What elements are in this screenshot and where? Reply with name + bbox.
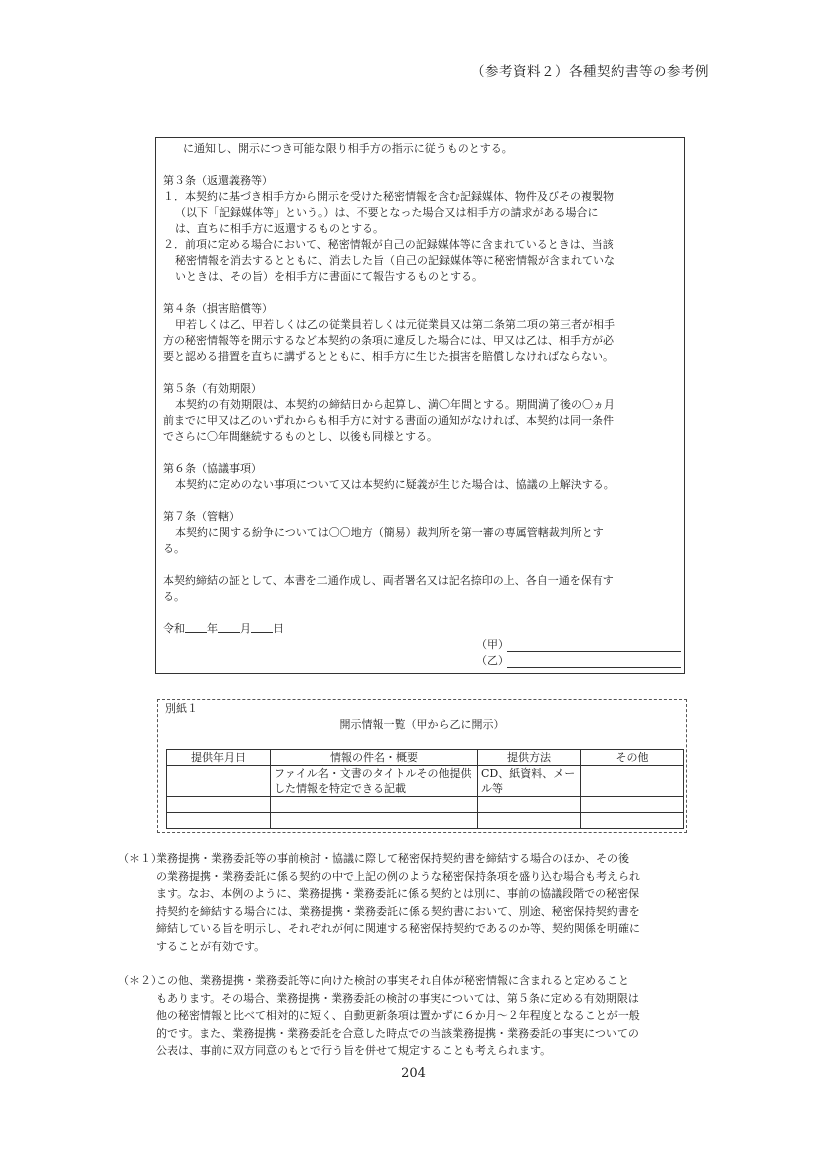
footnote-line: 締結している旨を明示し、それぞれが何に関連する秘密保持契約であるのか等、契約関係を明確に xyxy=(156,922,640,935)
signature-line-b xyxy=(163,653,678,669)
date-day: 日 xyxy=(273,622,284,635)
header-date: 提供年月日 xyxy=(167,750,271,766)
contract-line: る。 xyxy=(163,542,185,555)
header-method: 提供方法 xyxy=(478,750,581,766)
footnote-text xyxy=(156,850,710,955)
party-a-label: （甲） xyxy=(476,638,509,651)
footnote-line: 持契約を締結する場合には、業務提携・業務委託に係る契約書において、別途、秘密保持契約書を xyxy=(156,904,640,918)
page-header: （参考資料２）各種契約書等の参考例 xyxy=(471,64,709,80)
contract-line: 第４条（損害賠償等） xyxy=(163,302,273,315)
footnotes xyxy=(118,850,710,1077)
footnote-line: もあります。その場合、業務提携・業務委託の検討の事実については、第５条に定める有効期限は xyxy=(156,991,639,1005)
table-cell xyxy=(581,766,684,797)
contract-line: 方の秘密情報等を開示するなど本契約の条項に違反した場合には、甲又は乙は、相手方が必 xyxy=(163,334,614,347)
contract-line: 甲若しくは乙、甲若しくは乙の従業員若しくは元従業員又は第二条第二項の第三者が相手 xyxy=(175,318,615,331)
table-cell xyxy=(581,813,684,829)
attachment-title: 開示情報一覧（甲から乙に開示） xyxy=(339,718,505,731)
table-header-row xyxy=(167,750,684,766)
table-cell xyxy=(271,797,478,813)
table-cell xyxy=(478,813,581,829)
table-row xyxy=(167,766,684,797)
signature-line-a xyxy=(163,637,678,653)
party-b-signature-field xyxy=(507,667,681,668)
contract-line: 秘密情報を消去するとともに、消去した旨（自己の記録媒体等に秘密情報が含まれていな xyxy=(175,254,615,267)
table-cell xyxy=(271,813,478,829)
contract-line: 本契約の有効期限は、本契約の締結日から起算し、満〇年間とする。期間満了後の〇ヵ月 xyxy=(175,398,615,411)
attachment-box xyxy=(157,699,687,833)
table-cell xyxy=(167,766,271,797)
date-era: 令和 xyxy=(163,622,185,635)
table-cell xyxy=(167,813,271,829)
contract-line: でさらに〇年間継続するものとし、以後も同様とする。 xyxy=(163,430,438,443)
contract-line: 本契約締結の証として、本書を二通作成し、両者署名又は記名捺印の上、各自一通を保有す xyxy=(163,574,614,587)
contract-line: 第３条（返還義務等） xyxy=(163,174,273,187)
contract-body xyxy=(163,141,678,621)
contract-line: いときは、その旨）を相手方に書面にて報告するものとする。 xyxy=(175,270,483,283)
contract-line: 第６条（協議事項） xyxy=(163,462,262,475)
footnote-line: 業務提携・業務委託等の事前検討・協議に際して秘密保持契約書を締結する場合のほか、その後 xyxy=(156,852,629,865)
contract-line: １．本契約に基づき相手方から開示を受けた秘密情報を含む記録媒体、物件及びその複製物 xyxy=(163,190,614,203)
contract-line: ２．前項に定める場合において、秘密情報が自己の記録媒体等に含まれているときは、当該 xyxy=(163,238,614,251)
paragraph-gap xyxy=(163,605,678,621)
footnote-text xyxy=(156,972,710,1060)
footnote-line: この他、業務提携・業務委託等に向けた検討の事実それ自体が秘密情報に含まれると定めること xyxy=(156,974,629,987)
header-other: その他 xyxy=(581,750,684,766)
contract-line: （以下「記録媒体等」という。）は、不要となった場合又は相手方の請求がある場合に xyxy=(175,206,599,219)
paragraph-gap xyxy=(163,365,678,381)
header-subject: 情報の件名・概要 xyxy=(271,750,478,766)
year-blank xyxy=(185,621,207,633)
contract-date-line xyxy=(163,621,678,637)
month-blank xyxy=(218,621,240,633)
date-month: 月 xyxy=(240,622,251,635)
date-year: 年 xyxy=(207,622,218,635)
table-cell xyxy=(478,797,581,813)
footnote-1 xyxy=(118,850,710,955)
table-cell xyxy=(167,797,271,813)
contract-line: 本契約に関する紛争については〇〇地方（簡易）裁判所を第一審の専属管轄裁判所とす xyxy=(175,526,604,539)
footnote-line: 他の秘密情報と比べて相対的に短く、自動更新条項は置かずに６か月～２年程度となることが一般 xyxy=(156,1009,640,1022)
table-row xyxy=(167,813,684,829)
contract-line: 本契約に定めのない事項について又は本契約に疑義が生じた場合は、協議の上解決する。 xyxy=(175,478,615,491)
contract-line: 第５条（有効期限） xyxy=(163,382,262,395)
footnote-line: ます。なお、本例のように、業務提携・業務委託に係る契約とは別に、事前の協議段階での秘密保 xyxy=(156,887,640,900)
table-cell xyxy=(581,797,684,813)
party-a-signature-field xyxy=(507,651,681,652)
contract-line: 第７条（管轄） xyxy=(163,510,240,523)
attachment-label: 別紙１ xyxy=(165,702,198,715)
table-cell: CD、紙資料、メール等 xyxy=(478,766,581,797)
day-blank xyxy=(251,621,273,633)
paragraph-gap xyxy=(163,557,678,573)
contract-line: に通知し、開示につき可能な限り相手方の指示に従うものとする。 xyxy=(183,142,513,155)
contract-line: 要と認める措置を直ちに講ずるとともに、相手方に生じた損害を賠償しなければならない。 xyxy=(163,350,614,363)
paragraph-gap xyxy=(163,285,678,301)
paragraph-gap xyxy=(163,157,678,173)
footnote-line: の業務提携・業務委託に係る契約の中で上記の例のような秘密保持条項を盛り込む場合も考えられ xyxy=(156,869,640,883)
footnote-2 xyxy=(118,972,710,1060)
footnote-mark: （＊２） xyxy=(118,974,162,987)
party-b-label: （乙） xyxy=(476,654,509,667)
footnote-line: 公表は、事前に双方同意のもとで行う旨を併せて規定することも考えられます。 xyxy=(156,1044,552,1057)
page-number: 204 xyxy=(401,1066,426,1081)
footnote-line: することが有効です。 xyxy=(156,939,266,953)
footnote-mark: （＊１） xyxy=(118,852,162,865)
table-cell: ファイル名・文書のタイトルその他提供した情報を特定できる記載 xyxy=(271,766,478,797)
contract-line: は、直ちに相手方に返還するものとする。 xyxy=(175,222,384,235)
paragraph-gap xyxy=(163,445,678,461)
disclosed-info-table xyxy=(166,749,684,829)
footnote-line: 的です。また、業務提携・業務委託を合意した時点での当該業務提携・業務委託の事実についての xyxy=(156,1026,639,1040)
paragraph-gap xyxy=(163,493,678,509)
contract-line: る。 xyxy=(163,590,185,603)
table-row xyxy=(167,797,684,813)
contract-line: 前までに甲又は乙のいずれからも相手方に対する書面の通知がなければ、本契約は同一条件 xyxy=(163,414,614,427)
contract-excerpt-box xyxy=(155,137,685,674)
